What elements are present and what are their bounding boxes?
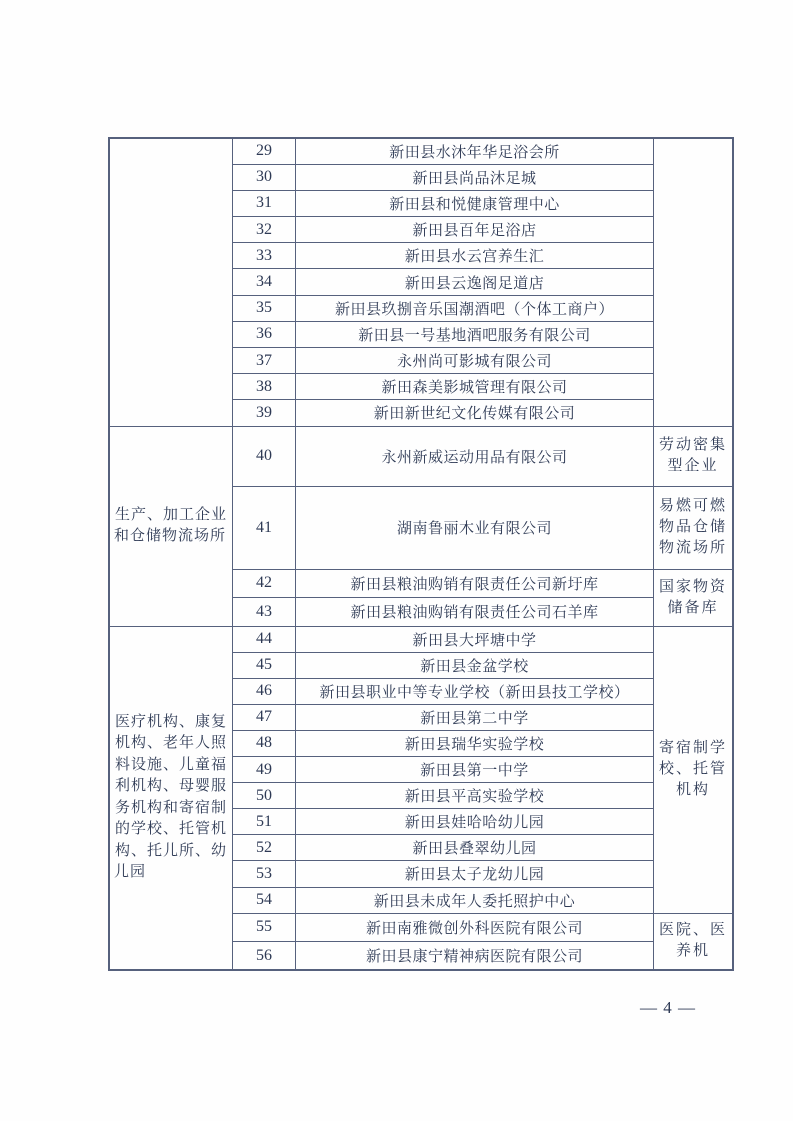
facility-name-cell: 新田县第二中学 [296,704,654,730]
row-number-cell: 40 [233,426,296,486]
row-number-cell: 36 [233,321,296,347]
facility-name-cell: 新田县职业中等专业学校（新田县技工学校） [296,678,654,704]
table-section-production-storage [109,426,733,626]
facility-name-cell: 新田县水沐年华足浴会所 [296,138,654,164]
row-number-cell: 39 [233,400,296,426]
row-number-cell: 48 [233,730,296,756]
row-number-cell: 50 [233,783,296,809]
row-number-cell: 35 [233,295,296,321]
row-number-cell: 43 [233,597,296,626]
row-number-cell: 32 [233,217,296,243]
row-number-cell: 41 [233,486,296,569]
facility-name-cell: 湖南鲁丽木业有限公司 [296,486,654,569]
facility-name-cell: 新田县第一中学 [296,757,654,783]
sub-category-cell: 寄宿制学校、托管机构 [654,626,734,913]
row-number-cell: 52 [233,835,296,861]
facility-name-cell: 永州尚可影城有限公司 [296,348,654,374]
facility-name-cell: 新田县粮油购销有限责任公司石羊库 [296,597,654,626]
row-number-cell: 55 [233,913,296,942]
facility-name-cell: 新田县叠翠幼儿园 [296,835,654,861]
table-section-previous-continued [109,138,733,426]
row-number-cell: 51 [233,809,296,835]
facility-name-cell: 新田县娃哈哈幼儿园 [296,809,654,835]
category-cell: 医疗机构、康复机构、老年人照料设施、儿童福利机构、母婴服务机构和寄宿制的学校、托管机构、托儿所、幼儿园 [109,626,233,970]
table-row [109,626,733,652]
row-number-cell: 46 [233,678,296,704]
category-cell [109,138,233,426]
row-number-cell: 56 [233,942,296,971]
table-row [109,138,733,164]
facility-name-cell: 新田县康宁精神病医院有限公司 [296,942,654,971]
facility-name-cell: 永州新威运动用品有限公司 [296,426,654,486]
facility-name-cell: 新田县太子龙幼儿园 [296,861,654,887]
category-cell: 生产、加工企业和仓储物流场所 [109,426,233,626]
facility-name-cell: 新田县水云宫养生汇 [296,243,654,269]
row-number-cell: 47 [233,704,296,730]
row-number-cell: 34 [233,269,296,295]
row-number-cell: 45 [233,652,296,678]
row-number-cell: 54 [233,887,296,913]
sub-category-cell [654,138,734,426]
sub-category-cell: 劳动密集型企业 [654,426,734,486]
row-number-cell: 44 [233,626,296,652]
row-number-cell: 53 [233,861,296,887]
row-number-cell: 29 [233,138,296,164]
sub-category-cell: 国家物资储备库 [654,569,734,626]
facility-name-cell: 新田县金盆学校 [296,652,654,678]
facility-name-cell: 新田县瑞华实验学校 [296,730,654,756]
row-number-cell: 49 [233,757,296,783]
facility-name-cell: 新田县一号基地酒吧服务有限公司 [296,321,654,347]
facility-name-cell: 新田县尚品沐足城 [296,164,654,190]
sub-category-cell: 医院、医养机 [654,913,734,970]
page-number: — 4 — [640,998,696,1017]
row-number-cell: 38 [233,374,296,400]
table-section-medical-education-childcare [109,626,733,970]
row-number-cell: 33 [233,243,296,269]
facility-name-cell: 新田森美影城管理有限公司 [296,374,654,400]
row-number-cell: 30 [233,164,296,190]
facility-name-cell: 新田南雅微创外科医院有限公司 [296,913,654,942]
row-number-cell: 37 [233,348,296,374]
facility-name-cell: 新田县大坪塘中学 [296,626,654,652]
facility-name-cell: 新田县粮油购销有限责任公司新圩库 [296,569,654,597]
sub-category-cell: 易燃可燃物品仓储物流场所 [654,486,734,569]
row-number-cell: 42 [233,569,296,597]
facility-name-cell: 新田县玖捌音乐国潮酒吧（个体工商户） [296,295,654,321]
document-table [108,137,734,971]
facility-name-cell: 新田新世纪文化传媒有限公司 [296,400,654,426]
facility-name-cell: 新田县和悦健康管理中心 [296,190,654,216]
facility-name-cell: 新田县平高实验学校 [296,783,654,809]
facility-name-cell: 新田县未成年人委托照护中心 [296,887,654,913]
table-row [109,426,733,486]
facility-name-cell: 新田县云逸阁足道店 [296,269,654,295]
row-number-cell: 31 [233,190,296,216]
facility-name-cell: 新田县百年足浴店 [296,217,654,243]
